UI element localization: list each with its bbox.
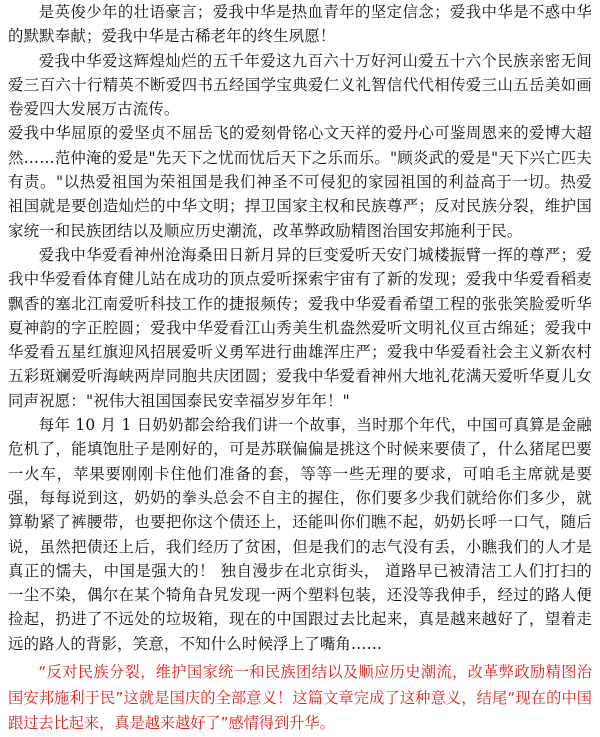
essay-paragraph-4: 爱我中华爱看神州沧海桑田日新月异的巨变爱听天安门城楼振臂一挥的尊严；爱我中华爱看体育健儿站在成功的顶点爱听探索宇宙有了新的发现；爱我中华爱看稻麦飘香的塞北江南爱听科技工作的捷报频传；爱我中华爱看希望工程的张张笑脸爱听华夏神韵的字正腔圆；爱我中华爱看江山秀美生机盎然爱听文明礼仪亘古绵延；爱我中华爱看五星红旗迎风招展爱听义勇军进行曲雄浑庄严；爱我中华爱看社会主义新农村五彩斑斓爱听海峡两岸同胞共庆团圆；爱我中华爱看神州大地礼花满天爱听华夏儿女同声祝愿："祝伟大祖国国泰民安幸福岁岁年年！" xyxy=(8,245,592,410)
essay-body xyxy=(8,0,592,656)
teacher-comment: “反对民族分裂，维护国家统一和民族团结以及顺应历史潮流，改革弊政励精图治国安邦施利于民”这就是国庆的全部意义！这篇文章完成了这种意义，结尾“现在的中国跟过去比起来，真是越来越好了”感情得到升华。 xyxy=(8,663,592,733)
essay-paragraph-1: 是英俊少年的壮语豪言；爱我中华是热血青年的坚定信念；爱我中华是不惑中华的默默奉献；爱我中华是古稀老年的终生夙愿！ xyxy=(8,3,592,46)
essay-paragraph-3: 爱我中华屈原的爱坚贞不屈岳飞的爱刻骨铭心文天祥的爱丹心可鉴周恩来的爱博大超然……范仲淹的爱是"先天下之忧而忧后天下之乐而乐。"顾炎武的爱是"天下兴亡匹夫有责。"以热爱祖国为荣祖国是我们神圣不可侵犯的家园祖国的利益高于一切。热爱祖国就是要创造灿烂的中华文明；捍卫国家主权和民族尊严；反对民族分裂，维护国家统一和民族团结以及顺应历史潮流，改革弊政励精图治国安邦施利于民。 xyxy=(8,124,592,240)
essay-paragraph-2: 爱我中华爱这辉煌灿烂的五千年爱这九百六十万好河山爱五十六个民族亲密无间爱三百六十行精英不断爱四书五经国学宝典爱仁义礼智信代代相传爱三山五岳美如画卷爱四大发展万古流传。 xyxy=(8,51,592,119)
essay-paragraph-5: 每年 10 月 1 日奶奶都会给我们讲一个故事，当时那个年代，中国可真算是金融危机了，能填饱肚子是刚好的，可是苏联偏偏是挑这个时候来要债了，什么猪尾巴要一火车，苹果要刚刚卡住他们准备的套，等等一些无理的要求，可咱毛主席就是要强，每每说到这，奶奶的拳头总会不自主的握住，你们要多少我们就给你们多少，就算勒紧了裤腰带，也要把你这个债还上，还能叫你们瞧不起，奶奶长呼一口气，随后说，虽然把债还上后，我们经历了贫困，但是我们的志气没有丢，小瞧我们的人才是真正的懦夫，中国是强大的！ 独自漫步在北京街头， 道路早已被清洁工人们打扫的一尘不染，偶尔在某个犄角旮旯发现一两个塑料包装，还没等我伸手，经过的路人便捡起，扔进了不远处的垃圾箱，现在的中国跟过去比起来，真是越来越好了，望着走远的路人的背影，笑意，不知什么时候浮上了嘴角…… xyxy=(8,416,592,653)
